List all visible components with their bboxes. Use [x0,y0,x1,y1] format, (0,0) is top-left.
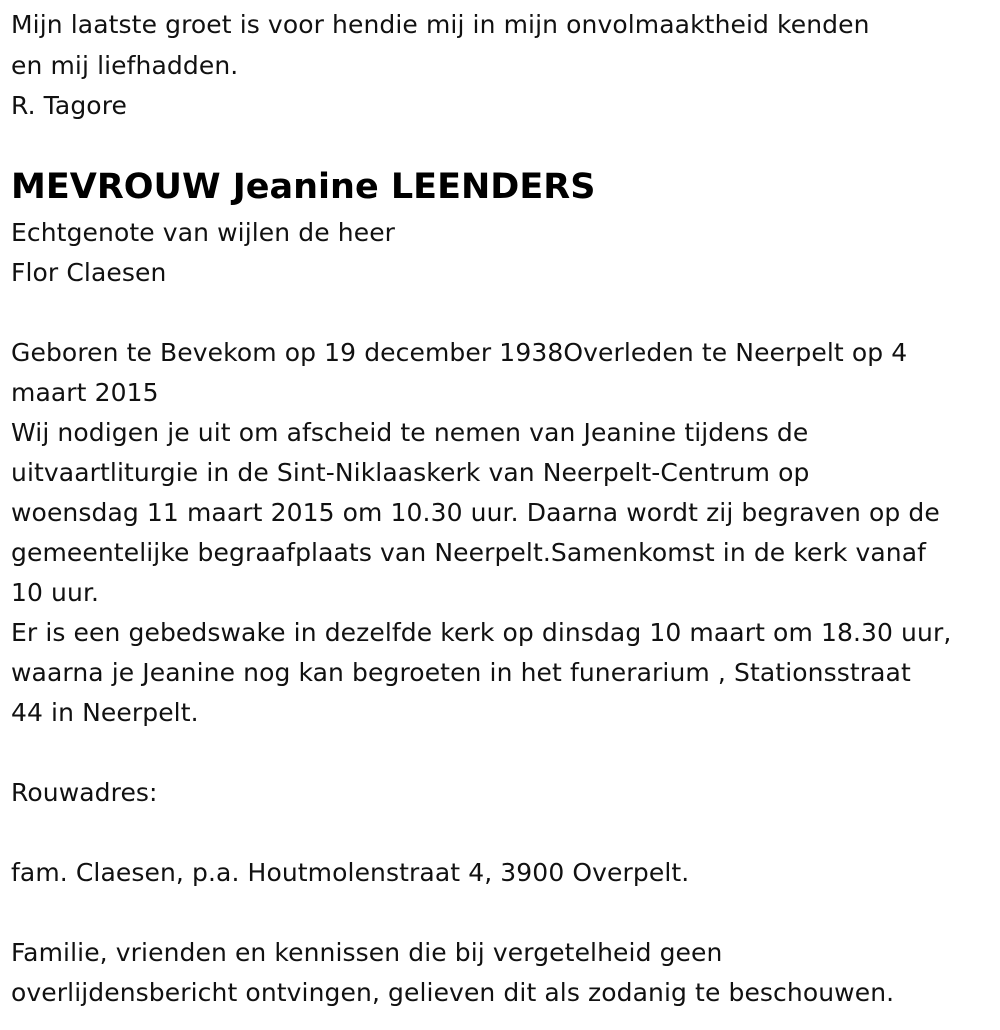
body-line: woensdag 11 maart 2015 om 10.30 uur. Daarna wordt zij begraven op de [11,498,940,527]
closing-line: Familie, vrienden en kennissen die bij vergetelheid geen [11,938,723,967]
body-line: Wij nodigen je uit om afscheid te nemen van Jeanine tijdens de [11,418,809,447]
body-line: waarna je Jeanine nog kan begroeten in het funerarium , Stationsstraat [11,658,911,687]
address-value: fam. Claesen, p.a. Houtmolenstraat 4, 3900 Overpelt. [11,858,690,887]
quote-line: Mijn laatste groet is voor hendie mij in mijn onvolmaaktheid kenden [11,10,870,39]
body-line: uitvaartliturgie in de Sint-Niklaaskerk van Neerpelt-Centrum op [11,458,810,487]
closing-line: overlijdensbericht ontvingen, gelieven dit als zodanig te beschouwen. [11,978,895,1007]
quote-line: en mij liefhadden. [11,51,239,80]
body-line: Er is een gebedswake in dezelfde kerk op dinsdag 10 maart om 18.30 uur, [11,618,952,647]
spouse-relation: Echtgenote van wijlen de heer [11,218,396,247]
deceased-name-heading: MEVROUW Jeanine LEENDERS [11,167,596,207]
quote-author: R. Tagore [11,91,128,120]
body-line: Geboren te Bevekom op 19 december 1938Overleden te Neerpelt op 4 [11,338,908,367]
body-line: maart 2015 [11,378,159,407]
body-line: 44 in Neerpelt. [11,698,199,727]
body-line: gemeentelijke begraafplaats van Neerpelt.Samenkomst in de kerk vanaf [11,538,927,567]
address-label: Rouwadres: [11,778,158,807]
spouse-name: Flor Claesen [11,258,167,287]
body-line: 10 uur. [11,578,100,607]
